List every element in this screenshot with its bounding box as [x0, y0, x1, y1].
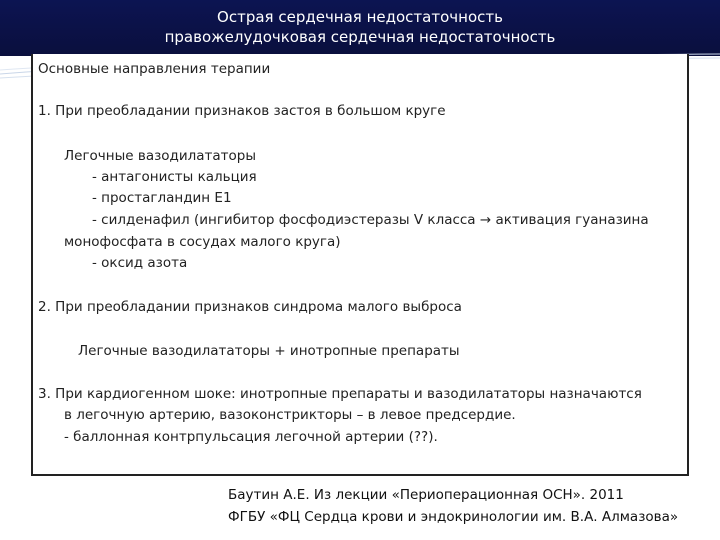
footer-citation-2: ФГБУ «ФЦ Сердца крови и эндокринологии им. В.А. Алмазова» [228, 509, 679, 525]
item1-group-label: Легочные вазодилататоры [64, 148, 257, 164]
slide-title-line-1: Острая сердечная недостаточность [217, 8, 503, 26]
slide-title-line-2: правожелудочковая сердечная недостаточность [164, 28, 556, 46]
item1-bullet-2: - простагландин Е1 [92, 190, 232, 206]
item3-line-1: 3. При кардиогенном шоке: инотропные препараты и вазодилататоры назначаются [38, 386, 642, 402]
item1-title: 1. При преобладании признаков застоя в большом круге [38, 103, 446, 119]
item3-line-3: - баллонная контрпульсация легочной артерии (??). [64, 429, 438, 445]
item2-text: Легочные вазодилататоры + инотропные препараты [78, 343, 460, 359]
footer-citation-1: Баутин А.Е. Из лекции «Периоперационная ОСН». 2011 [228, 487, 624, 503]
slide-title-bar [0, 0, 720, 56]
item1-bullet-3-cont: монофосфата в сосудах малого круга) [64, 234, 341, 250]
item3-line-2: в легочную артерию, вазоконстрикторы – в левое предсердие. [64, 407, 516, 423]
item1-bullet-4: - оксид азота [92, 255, 188, 271]
item1-bullet-1: - антагонисты кальция [92, 169, 257, 185]
item1-bullet-3: - силденафил (ингибитор фосфодиэстеразы V класса → активация гуаназина [92, 212, 649, 228]
item2-title: 2. При преобладании признаков синдрома малого выброса [38, 299, 462, 315]
therapy-heading: Основные направления терапии [38, 61, 271, 77]
